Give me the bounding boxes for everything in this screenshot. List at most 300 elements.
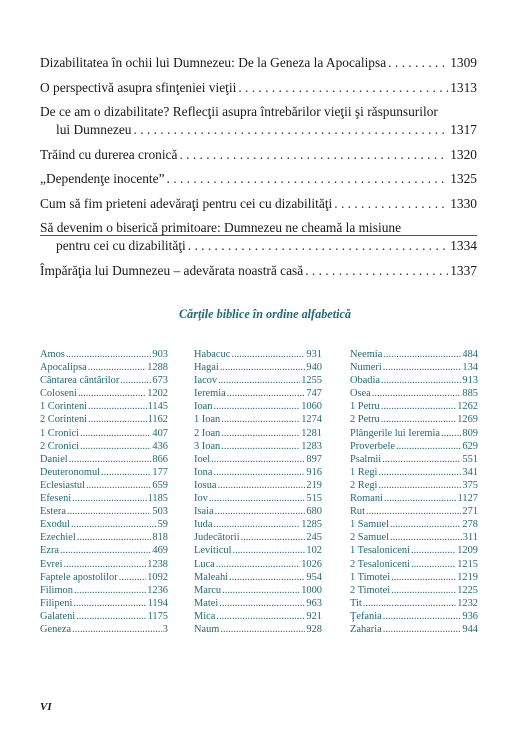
section-divider: [40, 235, 477, 236]
book-page-number: 1236: [147, 584, 168, 596]
book-index-entry[interactable]: [40, 348, 168, 361]
toc-entry-page: 1330: [450, 195, 477, 211]
dot-leader: [71, 518, 157, 531]
book-index-entry[interactable]: [350, 453, 478, 466]
book-index-entry[interactable]: [194, 427, 322, 440]
dot-leader: [221, 440, 300, 453]
dot-leader: [72, 492, 146, 505]
book-page-number: 1060: [301, 401, 322, 413]
book-page-number: 1145: [147, 401, 168, 413]
book-name: Ioan: [194, 401, 213, 413]
book-index-entry[interactable]: [194, 361, 322, 374]
book-page-number: 1274: [301, 414, 322, 426]
dot-leader: [167, 170, 449, 188]
book-page-number: 484: [462, 349, 478, 360]
dot-leader: [233, 544, 306, 557]
book-page-number: 1194: [147, 597, 168, 609]
book-page-number: 1175: [147, 610, 168, 622]
dot-leader: [381, 374, 461, 387]
dot-leader: [80, 440, 151, 453]
book-name: Iov: [194, 493, 208, 505]
dot-leader: [363, 597, 456, 610]
dot-leader: [66, 348, 152, 361]
book-name: 1 Timotei: [350, 571, 391, 583]
book-name: Ioel: [194, 453, 211, 465]
book-page-number: 1000: [301, 584, 322, 596]
book-name: Naum: [194, 623, 220, 635]
toc-entry-title-cont: lui Dumnezeu: [56, 122, 132, 137]
book-page-number: 1092: [147, 571, 168, 583]
book-page-number: 936: [462, 610, 478, 622]
book-index-entry[interactable]: [350, 558, 478, 571]
dot-leader: [222, 584, 300, 597]
book-index-entry[interactable]: [194, 400, 322, 413]
book-page-number: 3: [162, 623, 168, 635]
book-name: Maleahi: [194, 571, 229, 583]
book-name: Iona: [194, 466, 213, 478]
book-page-number: 278: [462, 519, 478, 531]
table-of-contents: [40, 54, 477, 286]
book-index-entry[interactable]: [350, 427, 478, 440]
book-name: Filipeni: [40, 597, 73, 609]
dot-leader: [216, 558, 300, 571]
book-index-entry[interactable]: [194, 453, 322, 466]
book-name: Isaia: [194, 506, 214, 518]
book-page-number: 1127: [457, 493, 478, 505]
dot-leader: [74, 584, 146, 597]
book-index-entry[interactable]: [350, 348, 478, 361]
book-page-number: 944: [462, 623, 478, 635]
book-index-entry[interactable]: [194, 597, 322, 610]
book-name: Leviticul: [194, 545, 232, 557]
book-page-number: 940: [306, 362, 322, 374]
dot-leader: [119, 571, 147, 584]
book-name: Psalmii: [350, 453, 382, 465]
dot-leader: [383, 623, 462, 636]
book-name: Evrei: [40, 558, 63, 570]
book-page-number: 1262: [457, 401, 478, 413]
book-index-entry[interactable]: [194, 531, 322, 544]
dot-leader: [229, 571, 305, 584]
book-index-entry[interactable]: [40, 479, 168, 492]
toc-entry-page: 1325: [450, 171, 477, 186]
toc-entry-page: 1320: [450, 146, 477, 162]
dot-leader: [213, 400, 300, 413]
book-name: Proverbele: [350, 440, 396, 452]
book-page-number: 903: [152, 349, 168, 360]
book-page-number: 1283: [301, 440, 322, 452]
book-name: 2 Tesaloniceni: [350, 558, 410, 570]
book-page-number: 271: [462, 506, 478, 518]
dot-leader: [220, 623, 305, 636]
book-name: Hagai: [194, 362, 219, 374]
toc-entry-title-line: De ce am o dizabilitate? Reflecţii asupra întrebărilor vieţii şi răspunsurilor: [40, 104, 438, 119]
book-index-entry[interactable]: [194, 518, 322, 531]
book-page-number: 897: [306, 453, 322, 465]
dot-leader: [411, 558, 456, 571]
dot-leader: [390, 531, 462, 544]
book-index-entry[interactable]: [194, 440, 322, 453]
book-index-entry[interactable]: [194, 374, 322, 387]
dot-leader: [378, 466, 461, 479]
book-page-number: 551: [462, 453, 478, 465]
book-index-entry[interactable]: [350, 413, 478, 426]
book-page-number: 931: [306, 349, 322, 360]
book-index-entry[interactable]: [40, 584, 168, 597]
book-index-entry[interactable]: [194, 610, 322, 623]
book-page-number: 916: [306, 466, 322, 478]
book-name: Apocalipsa: [40, 362, 87, 374]
dot-leader: [396, 440, 461, 453]
book-index-entry[interactable]: [194, 558, 322, 571]
book-name: Zaharia: [350, 623, 382, 635]
book-index-entry[interactable]: [350, 400, 478, 413]
book-name: 1 Ioan: [194, 414, 221, 426]
book-index-entry[interactable]: [350, 623, 478, 636]
book-index-entry[interactable]: [40, 623, 168, 636]
book-name: Eclesiastul: [40, 479, 86, 491]
book-page-number: 913: [462, 375, 478, 387]
toc-entry[interactable]: [40, 262, 477, 280]
book-name: Daniel: [40, 453, 68, 465]
toc-entry[interactable]: [40, 103, 477, 139]
toc-entry[interactable]: [40, 54, 477, 72]
dot-leader: [391, 571, 456, 584]
dot-leader: [366, 505, 461, 518]
book-page-number: 245: [306, 532, 322, 544]
dot-leader: [78, 387, 146, 400]
book-index-entry[interactable]: [40, 453, 168, 466]
book-index-column: [194, 348, 322, 636]
book-index-entry[interactable]: [194, 466, 322, 479]
book-index-entry[interactable]: [194, 413, 322, 426]
book-index-entry[interactable]: [40, 571, 168, 584]
book-name: Ezechiel: [40, 532, 76, 544]
dot-leader: [390, 518, 461, 531]
toc-entry-page: 1313: [450, 79, 477, 95]
book-name: 1 Petru: [350, 401, 380, 413]
toc-entry[interactable]: [40, 219, 477, 255]
book-page-number: 1185: [147, 493, 168, 505]
dot-leader: [134, 121, 449, 139]
book-index-entry[interactable]: [40, 558, 168, 571]
book-name: Filimon: [40, 584, 73, 596]
book-page-number: 928: [306, 623, 322, 635]
book-name: Efeseni: [40, 493, 72, 505]
book-page-number: 963: [306, 597, 322, 609]
toc-entry[interactable]: [40, 170, 477, 188]
book-index-entry[interactable]: [40, 387, 168, 400]
book-page-number: 311: [462, 532, 478, 544]
book-page-number: 436: [152, 440, 168, 452]
dot-leader: [211, 453, 305, 466]
toc-entry-title: Împărăţia lui Dumnezeu – adevărata noastră casă: [40, 262, 304, 278]
book-page-number: 1238: [147, 558, 168, 570]
book-name: Geneza: [40, 623, 72, 635]
book-name: Habacuc: [194, 349, 231, 360]
book-index-entry[interactable]: [40, 610, 168, 623]
book-index-title: Cărţile biblice în ordine alfabetică: [179, 307, 351, 321]
book-name: Marcu: [194, 584, 222, 596]
book-index-entry[interactable]: [350, 610, 478, 623]
toc-entry-title: Cum să fim prieteni adevăraţi pentru cei cu dizabilităţi: [40, 195, 333, 211]
book-index-entry[interactable]: [194, 492, 322, 505]
book-name: Neemia: [350, 349, 383, 360]
book-name: Amos: [40, 349, 65, 360]
book-name: 2 Samuel: [350, 532, 389, 544]
dot-leader: [231, 348, 305, 361]
dot-leader: [382, 453, 461, 466]
toc-entry-page: 1334: [450, 238, 477, 253]
book-name: Iacov: [194, 375, 218, 387]
book-name: 2 Corinteni: [40, 414, 88, 426]
book-page-number: 1269: [457, 414, 478, 426]
book-name: Iosua: [194, 479, 217, 491]
book-name: 1 Corinteni: [40, 401, 88, 413]
dot-leader: [218, 479, 306, 492]
toc-entry[interactable]: [40, 79, 477, 97]
book-page-number: 375: [462, 479, 478, 491]
book-index-entry[interactable]: [350, 597, 478, 610]
dot-leader: [383, 348, 461, 361]
book-name: Luca: [194, 558, 215, 570]
book-page-number: 102: [306, 545, 322, 557]
toc-entry-page: 1309: [450, 55, 477, 70]
dot-leader: [101, 466, 151, 479]
dot-leader: [209, 492, 306, 505]
book-index-entry[interactable]: [40, 374, 168, 387]
book-page-number: 134: [462, 362, 478, 374]
book-index-column: [350, 348, 478, 636]
book-index-entry[interactable]: [40, 492, 168, 505]
dot-leader: [215, 505, 306, 518]
dot-leader: [221, 413, 300, 426]
book-page-number: 1162: [147, 414, 168, 426]
book-index-entry[interactable]: [350, 440, 478, 453]
book-index-entry[interactable]: [350, 531, 478, 544]
dot-leader: [80, 427, 151, 440]
book-index-entry[interactable]: [350, 505, 478, 518]
book-name: Matei: [194, 597, 219, 609]
toc-entry-page: 1317: [450, 122, 477, 137]
dot-leader: [72, 623, 162, 636]
dot-leader: [411, 544, 456, 557]
dot-leader: [221, 427, 300, 440]
dot-leader: [383, 610, 462, 623]
book-name: Osea: [350, 388, 371, 400]
dot-leader: [88, 413, 147, 426]
book-index-entry[interactable]: [194, 623, 322, 636]
book-page-number: 407: [152, 427, 168, 439]
book-index-entry[interactable]: [194, 387, 322, 400]
book-page-number: 818: [152, 532, 168, 544]
toc-entry-title-cont: pentru cei cu dizabilităţi: [56, 238, 186, 253]
book-name: 3 Ioan: [194, 440, 221, 452]
dot-leader: [384, 492, 457, 505]
book-name: Ezra: [40, 545, 60, 557]
book-index-entry[interactable]: [40, 597, 168, 610]
toc-entry-title: Trăind cu durerea cronică: [40, 146, 178, 162]
book-name: 2 Regi: [350, 479, 378, 491]
dot-leader: [213, 466, 305, 479]
book-index-entry[interactable]: [350, 387, 478, 400]
dot-leader: [67, 505, 151, 518]
toc-entry-title: Dizabilitatea în ochii lui Dumnezeu: De la Geneza la Apocalipsa: [40, 55, 387, 70]
book-name: Mica: [194, 610, 216, 622]
book-name: Galateni: [40, 610, 76, 622]
toc-entry-title: O perspectivă asupra sfinţeniei vieţii: [40, 79, 237, 95]
book-name: Obadia: [350, 375, 381, 387]
dot-leader: [383, 361, 462, 374]
dot-leader: [218, 374, 300, 387]
book-index-entry[interactable]: [40, 413, 168, 426]
dot-leader: [381, 400, 456, 413]
book-page-number: 341: [462, 466, 478, 478]
book-index-entry[interactable]: [40, 531, 168, 544]
dot-leader: [378, 479, 461, 492]
dot-leader: [88, 361, 146, 374]
book-page-number: 629: [462, 440, 478, 452]
book-name: 2 Timotei: [350, 584, 391, 596]
book-name: 2 Cronici: [40, 440, 79, 452]
dot-leader: [441, 427, 461, 440]
book-page-number: 1255: [301, 375, 322, 387]
dot-leader: [88, 400, 147, 413]
dot-leader: [241, 531, 306, 544]
book-name: Estera: [40, 506, 66, 518]
book-index-entry[interactable]: [40, 400, 168, 413]
book-name: 2 Ioan: [194, 427, 221, 439]
book-name: Numeri: [350, 362, 382, 374]
book-index-entry[interactable]: [350, 479, 478, 492]
dot-leader: [227, 387, 306, 400]
toc-entry-title-line: Să devenim o biserică primitoare: Dumnezeu ne cheamă la misiune: [40, 220, 402, 235]
book-page-number: 1281: [301, 427, 322, 439]
book-index-entry[interactable]: [40, 361, 168, 374]
book-page-number: 809: [462, 427, 478, 439]
book-page-number: 885: [462, 388, 478, 400]
book-page-number: 866: [152, 453, 168, 465]
book-page-number: 1285: [301, 519, 322, 531]
book-page-number: 503: [152, 506, 168, 518]
book-index-entry[interactable]: [194, 584, 322, 597]
book-name: Iuda: [194, 519, 213, 531]
book-index-entry[interactable]: [40, 544, 168, 557]
book-page-number: 59: [157, 519, 168, 531]
book-index-column: [40, 348, 168, 636]
book-index-entry[interactable]: [350, 571, 478, 584]
book-name: Coloseni: [40, 388, 77, 400]
book-name: Tit: [350, 597, 362, 609]
book-page-number: 219: [306, 479, 322, 491]
toc-entry-title: „Dependenţe inocente”: [40, 171, 165, 186]
book-index-entry[interactable]: [40, 427, 168, 440]
book-page-number: 1219: [457, 571, 478, 583]
dot-leader: [64, 558, 147, 571]
book-index-entry[interactable]: [40, 518, 168, 531]
dot-leader: [77, 531, 152, 544]
book-page-number: 680: [306, 506, 322, 518]
dot-leader: [216, 610, 305, 623]
dot-leader: [388, 54, 448, 72]
dot-leader: [220, 361, 306, 374]
toc-entry[interactable]: [40, 195, 477, 213]
book-index-entry[interactable]: [40, 505, 168, 518]
dot-leader: [238, 79, 448, 97]
book-name: Exodul: [40, 519, 71, 531]
book-page-number: 469: [152, 545, 168, 557]
book-index-entry[interactable]: [194, 505, 322, 518]
book-page-number: 1215: [457, 558, 478, 570]
dot-leader: [60, 544, 151, 557]
book-name: 1 Regi: [350, 466, 378, 478]
book-index-entry[interactable]: [350, 544, 478, 557]
book-name: Plângerile lui Ieremia: [350, 427, 441, 439]
book-name: Ieremia: [194, 388, 226, 400]
book-name: 1 Cronici: [40, 427, 79, 439]
dot-leader: [219, 597, 305, 610]
page-number: VI: [40, 701, 52, 713]
book-name: Ţefania: [350, 610, 382, 622]
dot-leader: [381, 413, 456, 426]
book-index-entry[interactable]: [350, 466, 478, 479]
book-page-number: 1202: [147, 388, 168, 400]
book-name: Judecătorii: [194, 532, 240, 544]
book-index-entry[interactable]: [350, 518, 478, 531]
dot-leader: [76, 610, 146, 623]
book-index-entry[interactable]: [40, 466, 168, 479]
book-index-entry[interactable]: [350, 374, 478, 387]
book-name: Deuteronomul: [40, 466, 101, 478]
toc-entry[interactable]: [40, 146, 477, 164]
dot-leader: [86, 479, 151, 492]
book-page-number: 954: [306, 571, 322, 583]
dot-leader: [69, 453, 152, 466]
book-page-number: 1225: [457, 584, 478, 596]
book-page-number: 1288: [147, 362, 168, 374]
book-index-entry[interactable]: [194, 544, 322, 557]
book-name: 2 Petru: [350, 414, 380, 426]
book-page-number: 1026: [301, 558, 322, 570]
book-page-number: 747: [306, 388, 322, 400]
book-name: Cântarea cântărilor: [40, 375, 120, 387]
book-name: Faptele apostolilor: [40, 571, 118, 583]
book-index-entry[interactable]: [350, 361, 478, 374]
book-page-number: 515: [306, 493, 322, 505]
dot-leader: [73, 597, 146, 610]
book-index-entry[interactable]: [40, 440, 168, 453]
dot-leader: [120, 374, 151, 387]
book-page-number: 673: [152, 375, 168, 387]
book-name: 1 Tesaloniceni: [350, 545, 410, 557]
dot-leader: [179, 146, 448, 164]
book-page-number: 1209: [457, 545, 478, 557]
book-index-entry[interactable]: [350, 584, 478, 597]
book-index-entry[interactable]: [350, 492, 478, 505]
dot-leader: [213, 518, 300, 531]
dot-leader: [372, 387, 462, 400]
dot-leader: [391, 584, 456, 597]
book-index-entry[interactable]: [194, 348, 322, 361]
book-name: Rut: [350, 506, 366, 518]
book-index-entry[interactable]: [194, 479, 322, 492]
book-index-entry[interactable]: [194, 571, 322, 584]
book-page-number: 921: [306, 610, 322, 622]
dot-leader: [334, 195, 448, 213]
book-page-number: 1232: [457, 597, 478, 609]
book-page-number: 659: [152, 479, 168, 491]
dot-leader: [188, 237, 448, 255]
